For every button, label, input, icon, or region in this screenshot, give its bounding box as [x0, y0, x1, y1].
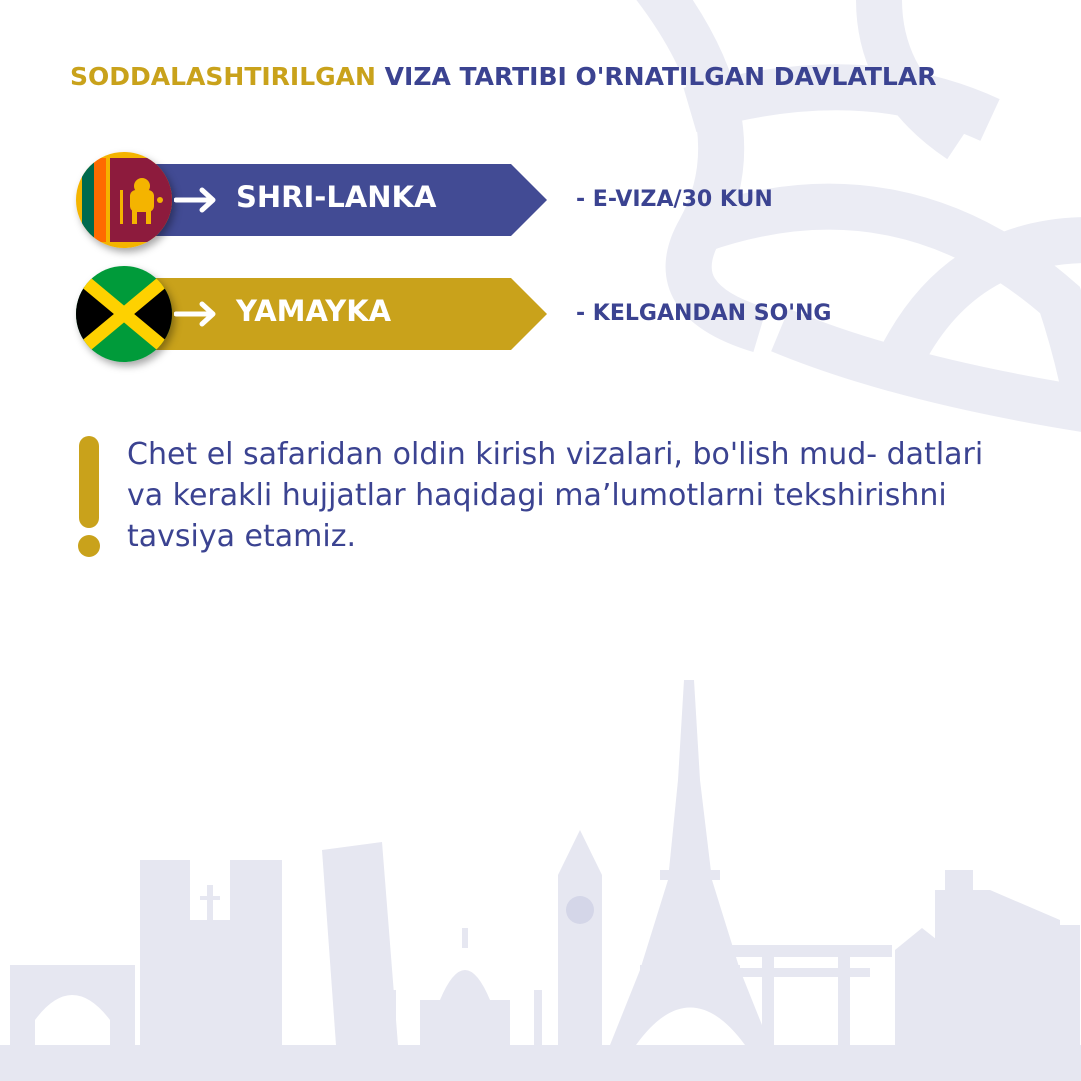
title-rest: VIZA TARTIBI O'RNATILGAN DAVLATLAR	[384, 62, 937, 91]
page-title	[70, 62, 936, 91]
sri-lanka-flag-icon	[76, 152, 172, 248]
visa-note: - E-VIZA/30 KUN	[576, 187, 773, 212]
visa-note: - KELGANDAN SO'NG	[576, 301, 832, 326]
arrow-right-icon	[174, 186, 218, 214]
country-name: YAMAYKA	[236, 294, 392, 328]
city-skyline-illustration	[0, 670, 1081, 1081]
title-highlight: SODDALASHTIRILGAN	[70, 62, 376, 91]
country-row-jamaica	[76, 266, 1036, 362]
jamaica-flag-icon	[76, 266, 172, 362]
country-row-sri-lanka	[76, 152, 1036, 248]
arrow-right-icon	[174, 300, 218, 328]
exclamation-icon	[76, 436, 102, 558]
notice-text: Chet el safaridan oldin kirish vizalari, bo'lish mud- datlari va kerakli hujjatlar haqidagi ma’lumotlarni tekshirishni tavsiya etamiz.	[127, 437, 984, 554]
country-name: SHRI-LANKA	[236, 180, 437, 214]
